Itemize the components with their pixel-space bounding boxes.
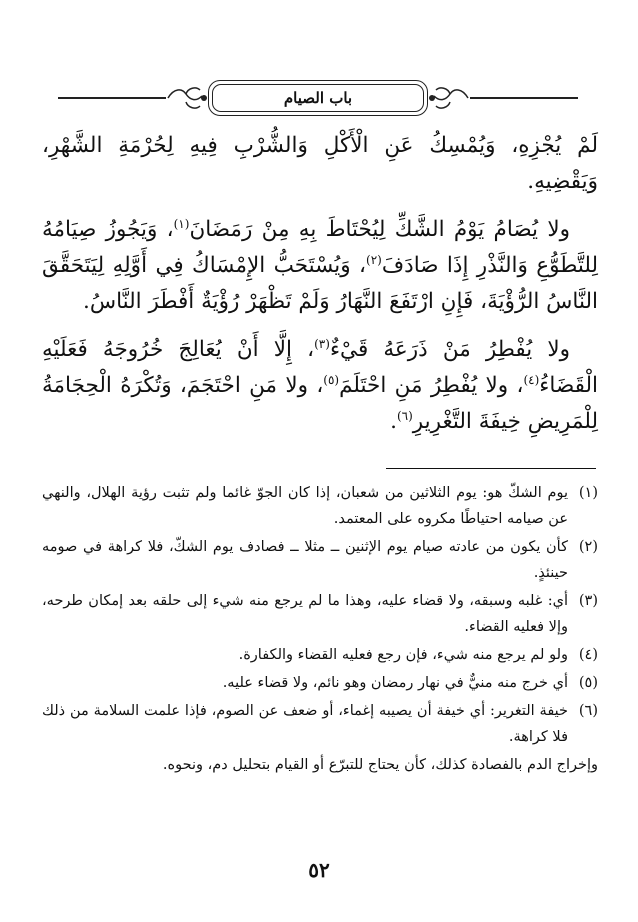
chapter-title: باب الصيام: [212, 84, 424, 112]
paragraph-qay: [42, 332, 598, 440]
footnote-separator: [386, 468, 596, 469]
ornament-left-icon: [166, 84, 208, 112]
footnote-number: (٣): [578, 593, 598, 609]
footnote-text: يوم الشكّ هو: يوم الثلاثين من شعبان، إذا كان الجوّ غائما ولم تثبت رؤية الهلال، والنهي عن صيامه احتياطًا مكروه على المعتمد.: [42, 485, 568, 527]
para3-text-e: .: [390, 409, 397, 434]
header-rule-left: [58, 97, 166, 99]
para3-text-b: ، إِلَّا أَنْ يُعَالِجَ خُرُوجَهُ فَعَلَيْهِ الْقَضَاءُ: [42, 337, 599, 398]
running-header: [58, 76, 578, 120]
footnotes: [42, 480, 598, 778]
para2-text-c: ، وَيُسْتَحَبُّ الإِمْسَاكُ فِي أَوَّلِهِ لِيَتَحَقَّقَ النَّاسُ الرُّؤْيَةَ، فَإِنِ ارْتَفَعَ النَّهَارُ وَلَمْ تَظْهَرْ رُؤْيَةٌ أَفْطَرَ النَّاسُ.: [42, 253, 598, 314]
page-number: ٥٢: [308, 858, 330, 882]
footnote-1: [42, 480, 598, 532]
para2-text-a: ولا يُصَامُ يَوْمُ الشَّكِّ لِيُحْتَاطَ بِهِ مِنْ رَمَضَانَ: [189, 217, 570, 242]
chapter-title-frame: [208, 80, 428, 116]
para3-text-d: ، ولا مَنِ احْتَجَمَ، وَتُكْرَهُ الْحِجَامَةُ لِلْمَرِيضِ خِيفَةَ التَّغْرِيرِ: [42, 373, 598, 434]
footnote-text: كأن يكون من عادته صيام يوم الإثنين ــ مثلا ــ فصادف يوم الشكّ، فلا كراهة في صومه حينئذٍ.: [42, 539, 568, 581]
footnote-2: [42, 534, 598, 586]
para3-text-a: ولا يُفْطِرُ مَنْ ذَرَعَهُ قَيْءٌ: [329, 337, 570, 362]
footnote-text: أي: غلبه وسبقه، ولا قضاء عليه، وهذا ما لم يرجع منه شيء إلى حلقه بعد إمكان طرحه، وإلا فعليه القضاء.: [42, 593, 568, 635]
footnote-marker-6: (٦): [396, 408, 413, 423]
para3-text-c: ، ولا يُفْطِرُ مَنِ احْتَلَمَ: [339, 373, 524, 398]
footnote-5: [42, 670, 598, 696]
footnote-number: (١): [578, 485, 598, 501]
main-text: [42, 128, 598, 440]
para2-text-b: ، وَيَجُوزُ صِيَامُهُ لِلتَّطَوُّعِ وَالنَّذْرِ إِذَا صَادَفَ: [42, 217, 598, 278]
footnote-text: أي خرج منه منيٌّ في نهار رمضان وهو نائم، ولا قضاء عليه.: [222, 675, 568, 691]
footnote-marker-1: (١): [173, 216, 190, 231]
footnote-number: (٦): [578, 703, 598, 719]
footnote-continuation: وإخراج الدم بالفصادة كذلك، كأن يحتاج للتبرّع أو القيام بتحليل دم، ونحوه.: [162, 757, 598, 773]
footnote-text: ولو لم يرجع منه شيء، فإن رجع فعليه القضاء والكفارة.: [238, 647, 568, 663]
footnote-marker-3: (٣): [314, 336, 330, 351]
text-line-1: لَمْ يُجْزِهِ، وَيُمْسِكُ عَنِ الْأَكْلِ وَالشُّرْبِ فِيهِ لِحُرْمَةِ الشَّهْرِ، وَيَقْضِيهِ.: [42, 133, 598, 194]
footnote-marker-2: (٢): [366, 252, 382, 267]
header-rule-right: [470, 97, 578, 99]
footnote-3: [42, 588, 598, 640]
footnote-number: (٢): [578, 539, 598, 555]
footnote-number: (٥): [578, 675, 598, 691]
paragraph-shakk: [42, 212, 598, 320]
footnote-number: (٤): [578, 647, 598, 663]
footnote-4: [42, 642, 598, 668]
footnote-marker-5: (٥): [323, 372, 340, 387]
footnote-6: [42, 698, 598, 750]
ornament-right-icon: [428, 84, 470, 112]
footnote-marker-4: (٤): [523, 372, 540, 387]
footnote-text: خيفة التغرير: أي خيفة أن يصيبه إغماء، أو ضعف عن الصوم، فإذا علمت السلامة من ذلك فلا كراهة.: [42, 703, 568, 745]
